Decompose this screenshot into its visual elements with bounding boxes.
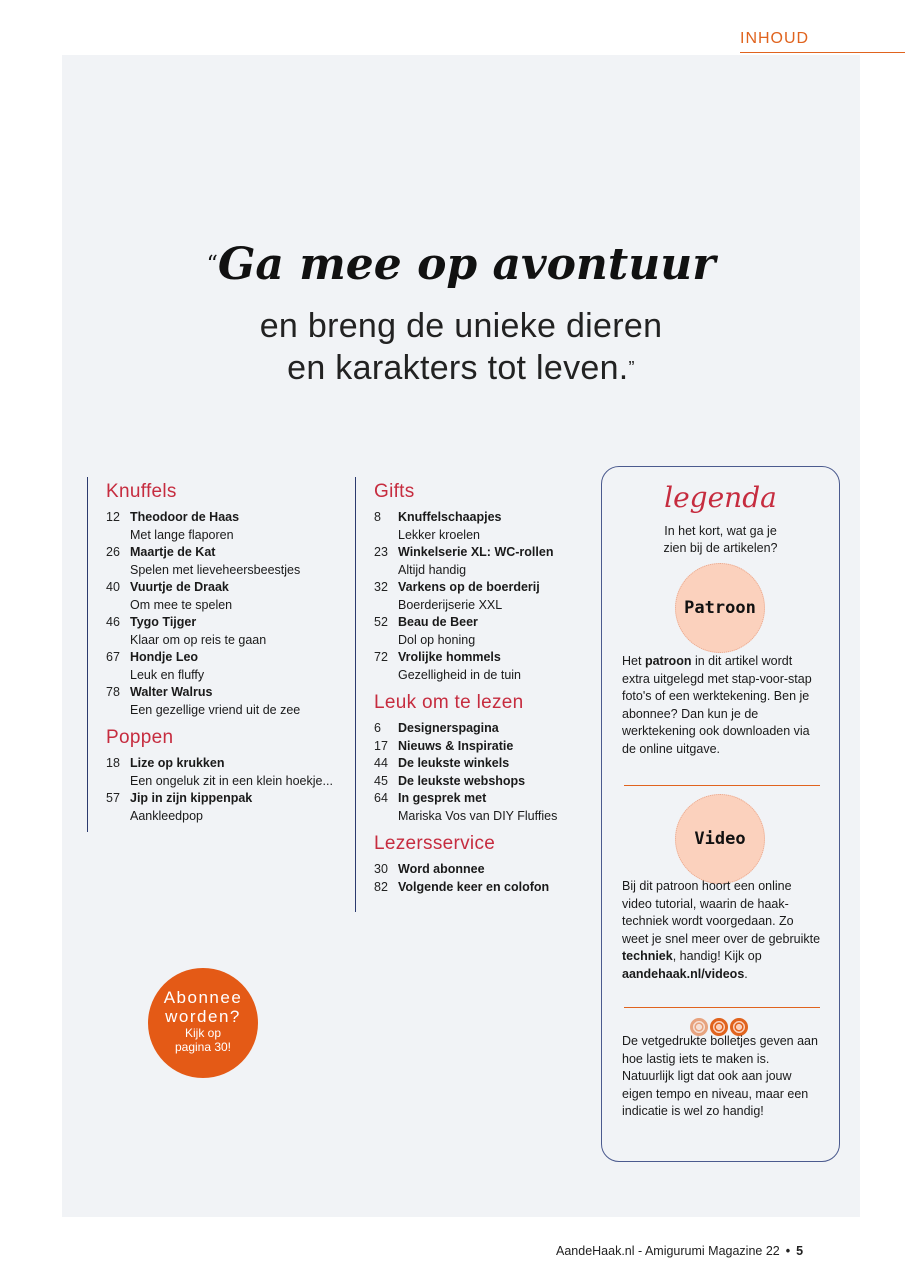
toc-entry-title: Designerspagina (398, 721, 499, 735)
toc-column-1 (87, 477, 352, 832)
toc-entry[interactable] (106, 579, 352, 614)
legenda-title: legenda (664, 481, 777, 514)
toc-entry-title: Theodoor de Haas (130, 510, 240, 524)
patroon-description: Het patroon in dit artikel wordt extra uitgelegd met stap-voor-stap foto's of een werktekening. Ben je abonnee? Dan kun je de werktekening ook downloaden via de online uitgave. (622, 654, 812, 756)
toc-entry-title: Nieuws & Inspiratie (398, 738, 514, 753)
intro-quote (62, 225, 860, 389)
toc-page-number: 52 (374, 615, 388, 629)
video-description: Bij dit patroon hoort een online video tutorial, waarin de haak-techniek wordt voorgedaan. Zo weet je snel meer over de gebruikte techniek, handig! Kijk op aandehaak.nl/videos. (622, 879, 821, 981)
toc-entry-text (130, 790, 352, 825)
toc-page-number: 78 (106, 685, 120, 699)
toc-entry-title: In gesprek met (398, 791, 487, 805)
toc-page-number: 17 (374, 738, 388, 753)
toc-page-number: 45 (374, 773, 388, 788)
toc-entry-text (398, 755, 595, 773)
section-label: INHOUD (740, 30, 810, 47)
toc-entry-subtitle: Dol op honing (398, 632, 476, 647)
toc-entry-subtitle: Klaar om op reis te gaan (130, 632, 267, 647)
toc-entry[interactable] (374, 649, 595, 684)
section-title-knuffels: Knuffels (106, 481, 177, 502)
toc-entry-subtitle: Met lange flaporen (130, 527, 234, 542)
section-title-gifts: Gifts (374, 481, 415, 502)
toc-entry-title: Hondje Leo (130, 650, 199, 664)
toc-entry-text (130, 544, 352, 579)
toc-entry-text (130, 614, 352, 649)
badge-line-1: Abonnee (163, 988, 243, 1007)
legenda-box (601, 466, 840, 1162)
toc-entry[interactable] (106, 684, 352, 719)
toc-column-2 (355, 477, 595, 912)
toc-entry-text (130, 649, 352, 684)
toc-entry-title: Walter Walrus (130, 685, 213, 699)
toc-entry-title: Winkelserie XL: WC-rollen (398, 545, 554, 559)
toc-page-number: 72 (374, 650, 388, 664)
toc-page-number: 8 (374, 510, 381, 524)
toc-entry-text (398, 614, 595, 649)
toc-page-number: 46 (106, 615, 120, 629)
toc-page-number: 6 (374, 721, 381, 735)
toc-entry-title: Vuurtje de Draak (130, 580, 229, 594)
badge-line-3: Kijk op (184, 1026, 222, 1040)
toc-entry[interactable] (374, 879, 595, 897)
section-underline (740, 52, 905, 53)
toc-entry-text (398, 879, 595, 897)
toc-entry-subtitle: Om mee te spelen (130, 597, 233, 612)
toc-entry-title: Lize op krukken (130, 756, 225, 770)
toc-entry[interactable] (106, 649, 352, 684)
toc-entry-text (398, 649, 595, 684)
toc-page-number: 12 (106, 510, 120, 524)
section-title-leuk: Leuk om te lezen (374, 692, 524, 713)
toc-entry[interactable] (374, 579, 595, 614)
toc-entry-text (130, 684, 352, 719)
toc-entry[interactable] (374, 544, 595, 579)
toc-list-lezersservice (374, 861, 595, 896)
toc-entry-title: De leukste webshops (398, 773, 526, 788)
toc-entry-subtitle: Een gezellige vriend uit de zee (130, 702, 301, 717)
toc-entry-text (398, 720, 595, 738)
difficulty-description: De vetgedrukte bolletjes geven aan hoe lastig iets te maken is. Natuurlijk ligt dat ook aan jouw eigen tempo en niveau, maar een indicatie is wel zo handig! (622, 1034, 818, 1118)
toc-page-number: 67 (106, 650, 120, 664)
toc-page-number: 32 (374, 580, 388, 594)
toc-entry-subtitle: Aankleedpop (130, 808, 203, 823)
page-number: 5 (796, 1244, 804, 1258)
toc-entry[interactable] (106, 790, 352, 825)
page-footer (556, 1244, 803, 1258)
toc-page-number: 57 (106, 791, 120, 805)
toc-entry-text (398, 861, 595, 879)
toc-entry-title: Vrolijke hommels (398, 650, 501, 664)
patroon-badge: Patroon (675, 563, 765, 653)
toc-list-gifts (374, 509, 595, 684)
toc-entry-subtitle: Lekker kroelen (398, 527, 480, 542)
toc-entry-text (398, 509, 595, 544)
toc-entry-title: Maartje de Kat (130, 545, 216, 559)
toc-entry[interactable] (106, 509, 352, 544)
toc-page-number: 64 (374, 791, 388, 805)
toc-entry-title: Varkens op de boerderij (398, 580, 540, 594)
toc-page-number: 26 (106, 545, 120, 559)
section-title-poppen: Poppen (106, 727, 174, 748)
toc-entry[interactable] (106, 614, 352, 649)
toc-entry-title: Tygo Tijger (130, 615, 197, 629)
toc-entry-title: Jip in zijn kippenpak (130, 791, 253, 805)
toc-list-poppen (106, 755, 352, 825)
toc-entry[interactable] (374, 861, 595, 879)
toc-page-number: 40 (106, 580, 120, 594)
subscribe-badge[interactable] (148, 968, 258, 1078)
toc-page-number: 44 (374, 756, 388, 770)
toc-list-leuk (374, 720, 595, 825)
quote-line-1: en breng de unieke dieren (259, 307, 663, 345)
toc-entry-title: Word abonnee (398, 862, 485, 876)
toc-entry-subtitle: Boerderijserie XXL (398, 597, 503, 612)
section-title-lezersservice: Lezersservice (374, 833, 496, 854)
toc-entry-subtitle: Gezelligheid in de tuin (398, 667, 521, 682)
toc-entry[interactable] (106, 755, 352, 790)
toc-entry[interactable] (106, 544, 352, 579)
toc-entry-title: Volgende keer en colofon (398, 879, 550, 894)
toc-entry-text (398, 738, 595, 756)
toc-entry[interactable] (374, 720, 595, 738)
divider (624, 1007, 820, 1008)
toc-entry-title: De leukste winkels (398, 756, 510, 770)
toc-entry-text (398, 790, 595, 825)
badge-line-4: pagina 30! (174, 1040, 232, 1054)
toc-entry[interactable] (374, 755, 595, 773)
toc-entry-subtitle: Leuk en fluffy (130, 667, 205, 682)
toc-page-number: 23 (374, 545, 388, 559)
toc-entry-subtitle: Een ongeluk zit in een klein hoekje... (130, 773, 333, 788)
toc-entry-subtitle: Altijd handig (398, 562, 467, 577)
toc-page-number: 30 (374, 862, 388, 876)
toc-entry-text (130, 755, 352, 790)
toc-entry-title: Beau de Beer (398, 615, 478, 629)
toc-entry-subtitle: Spelen met lieveheersbeestjes (130, 562, 301, 577)
legenda-subtitle: In het kort, wat ga je zien bij de artikelen? (663, 524, 778, 555)
badge-line-2: worden? (165, 1007, 241, 1026)
video-badge: Video (675, 794, 765, 884)
toc-entry[interactable] (374, 509, 595, 544)
toc-entry[interactable] (374, 614, 595, 649)
footer-text: AandeHaak.nl - Amigurumi Magazine 22 (556, 1244, 780, 1258)
toc-entry-text (398, 773, 595, 791)
toc-entry-title: Knuffelschaapjes (398, 510, 502, 524)
footer-bullet: • (785, 1244, 791, 1258)
quote-headline: “Ga mee op avontuur (206, 239, 716, 290)
divider (624, 785, 820, 786)
toc-page-number: 82 (374, 879, 388, 894)
toc-list-knuffels (106, 509, 352, 719)
toc-page-number: 18 (106, 756, 120, 770)
toc-entry-text (398, 579, 595, 614)
quote-line-2: en karakters tot leven.” (287, 349, 635, 387)
toc-entry-text (398, 544, 595, 579)
toc-entry-text (130, 509, 352, 544)
toc-entry-subtitle: Mariska Vos van DIY Fluffies (398, 808, 558, 823)
toc-entry[interactable] (374, 738, 595, 756)
toc-entry[interactable] (374, 773, 595, 791)
toc-entry[interactable] (374, 790, 595, 825)
toc-entry-text (130, 579, 352, 614)
